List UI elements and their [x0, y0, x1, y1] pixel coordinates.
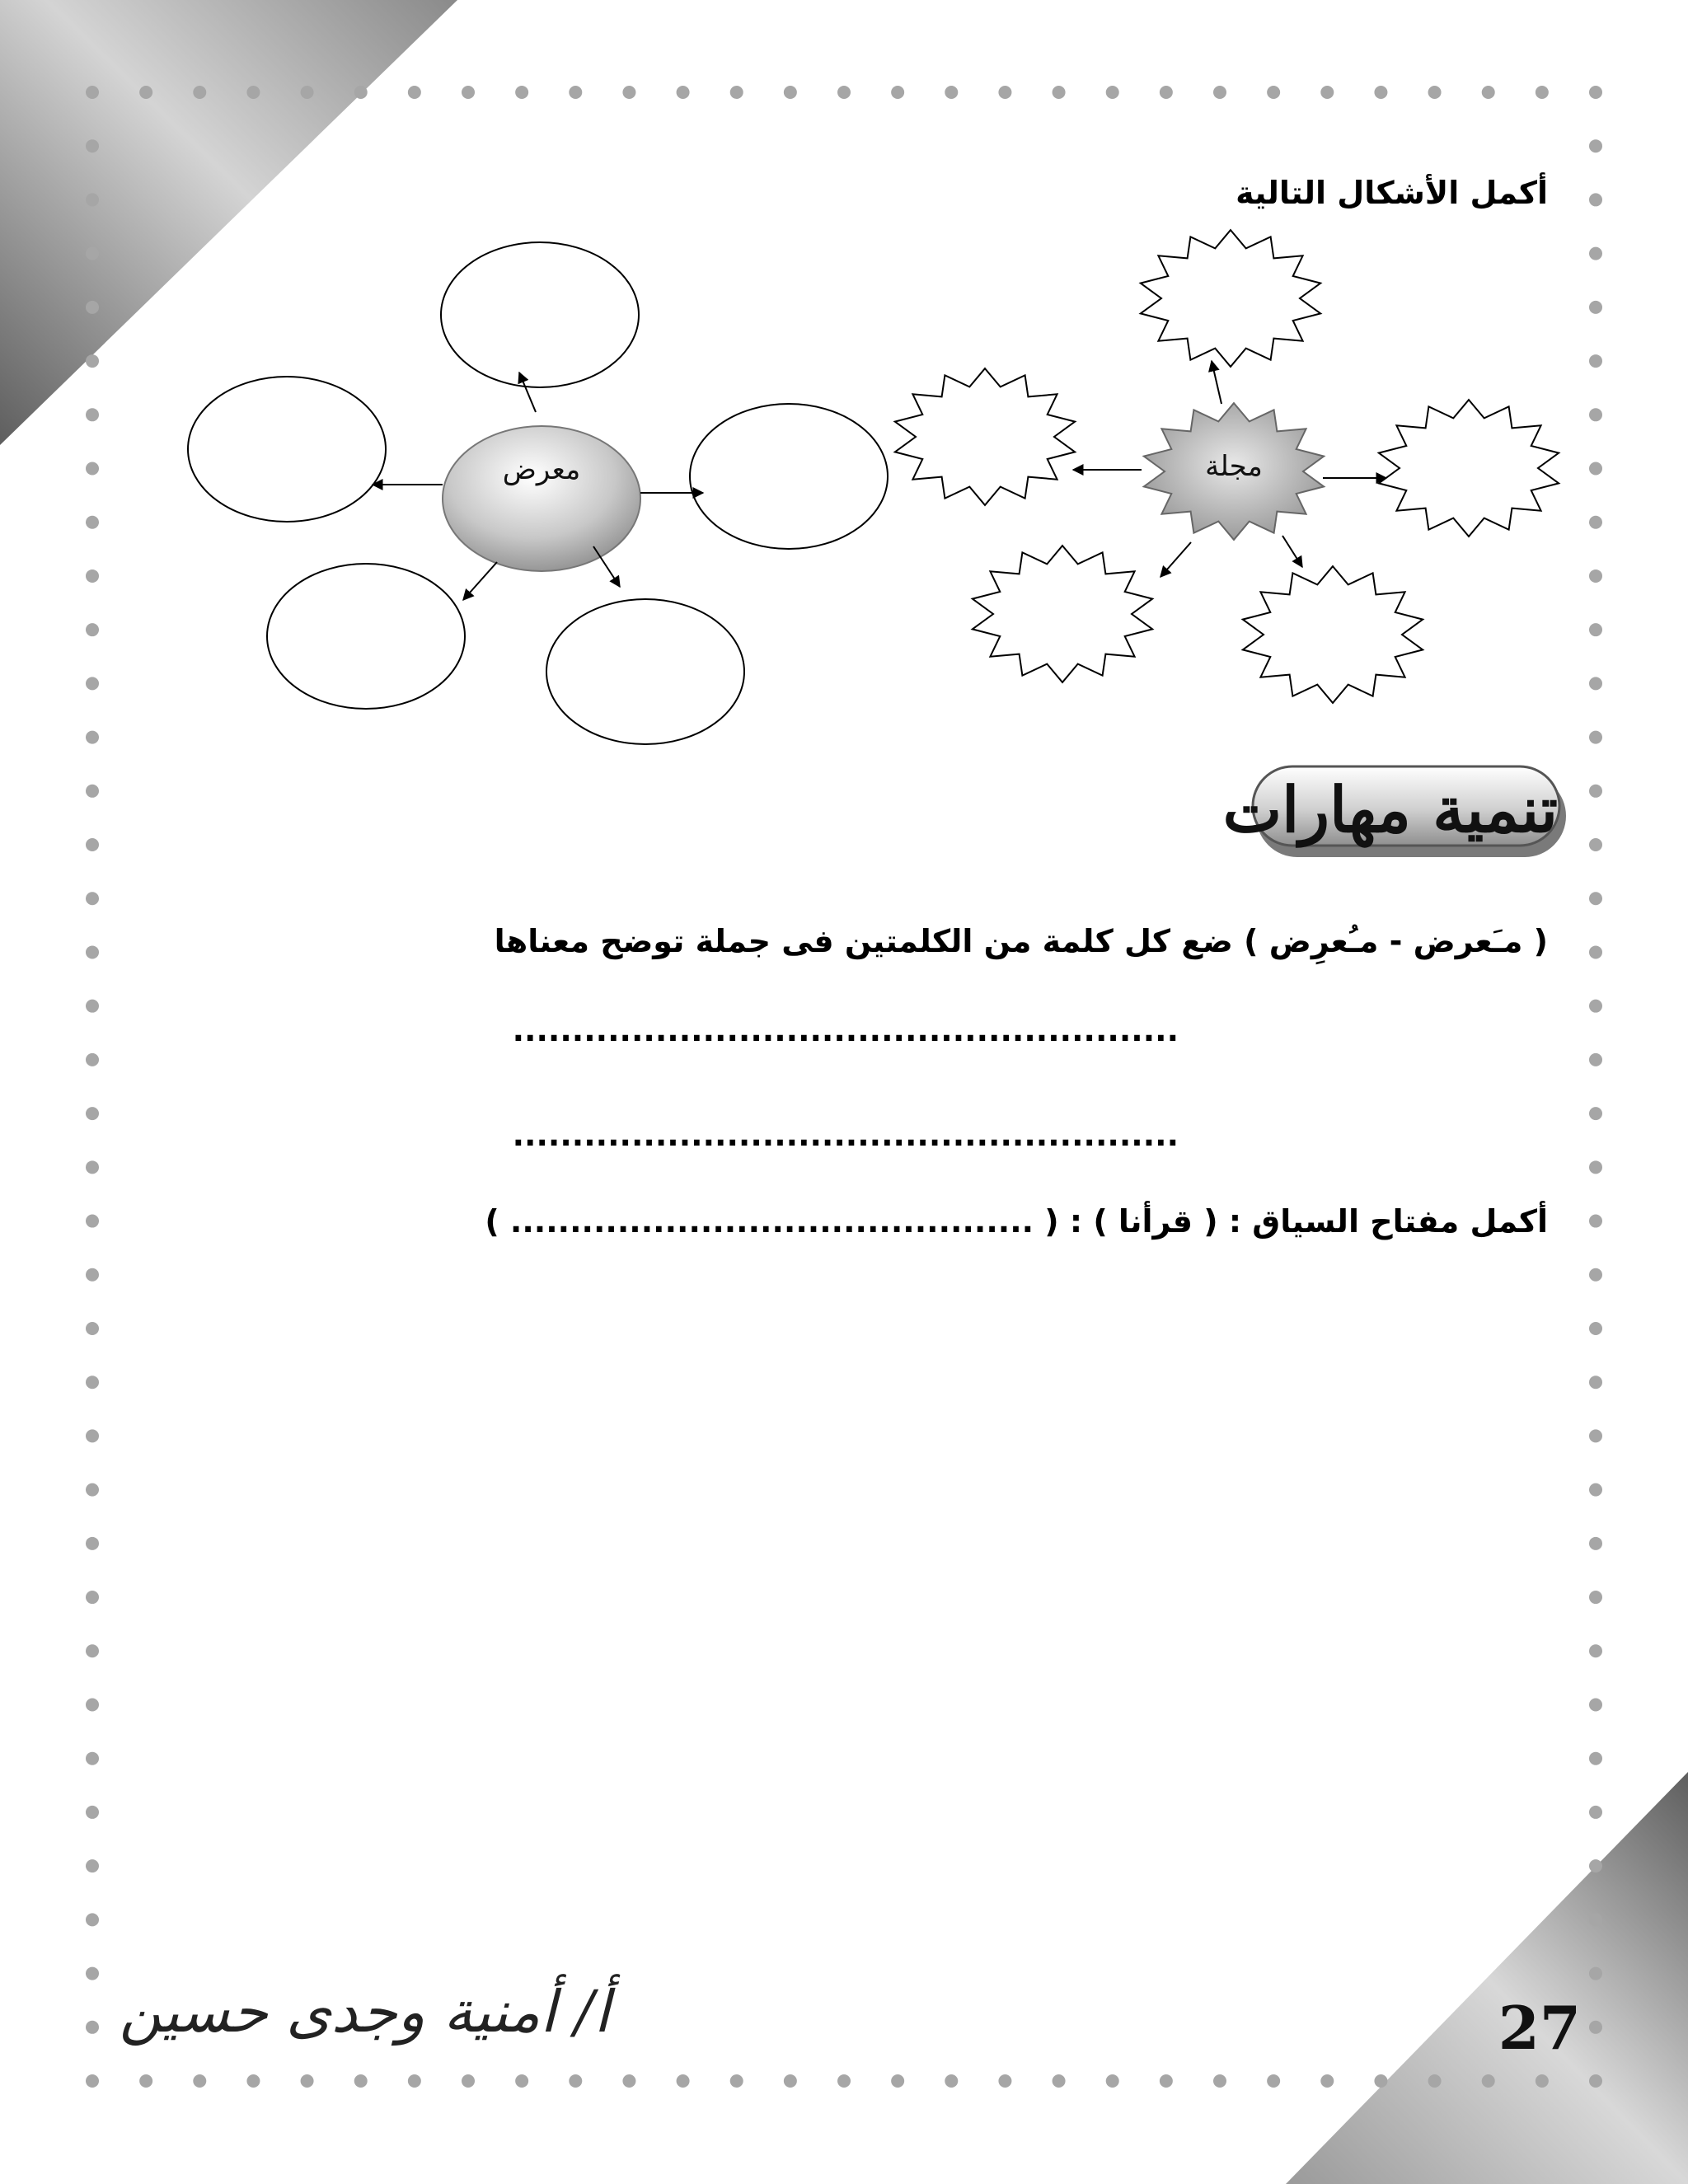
page-number: 27 — [1498, 1993, 1581, 2063]
oval-bottom-left — [267, 564, 465, 709]
oval-top — [441, 242, 639, 387]
instruction-complete-shapes: أكمل الأشكال التالية — [1236, 175, 1548, 211]
oval-right — [690, 404, 888, 549]
oval-diagram — [188, 242, 888, 744]
banner-title: تنمية مهارات — [1222, 773, 1558, 846]
star-left — [895, 368, 1075, 505]
star-top — [1141, 230, 1320, 367]
instruction-context-key: أكمل مفتاح السياق : ( قرأنا ) : ( ............................................ ) — [485, 1203, 1548, 1240]
author-signature: أ/ أمنية وجدى حسين — [119, 1978, 610, 2046]
oval-bottom-right — [546, 599, 744, 744]
answer-line[interactable]: ........................................................ — [512, 1012, 1179, 1048]
star-bottom-left — [973, 546, 1152, 682]
corner-top-left — [0, 0, 457, 445]
oval-center — [443, 426, 640, 571]
star-center-label: مجلة — [1205, 450, 1263, 483]
answer-line[interactable]: ........................................................ — [512, 1117, 1179, 1153]
star-right — [1379, 400, 1559, 537]
oval-left — [188, 377, 386, 522]
star-bottom-right — [1243, 566, 1423, 703]
instruction-sentence-task: ( مـَعرض - مـُعرِض ) ضع كل كلمة من الكلمتين فى جملة توضح معناها — [494, 923, 1548, 959]
corner-bottom-right — [1286, 1772, 1688, 2184]
oval-center-label: معرض — [502, 453, 581, 486]
